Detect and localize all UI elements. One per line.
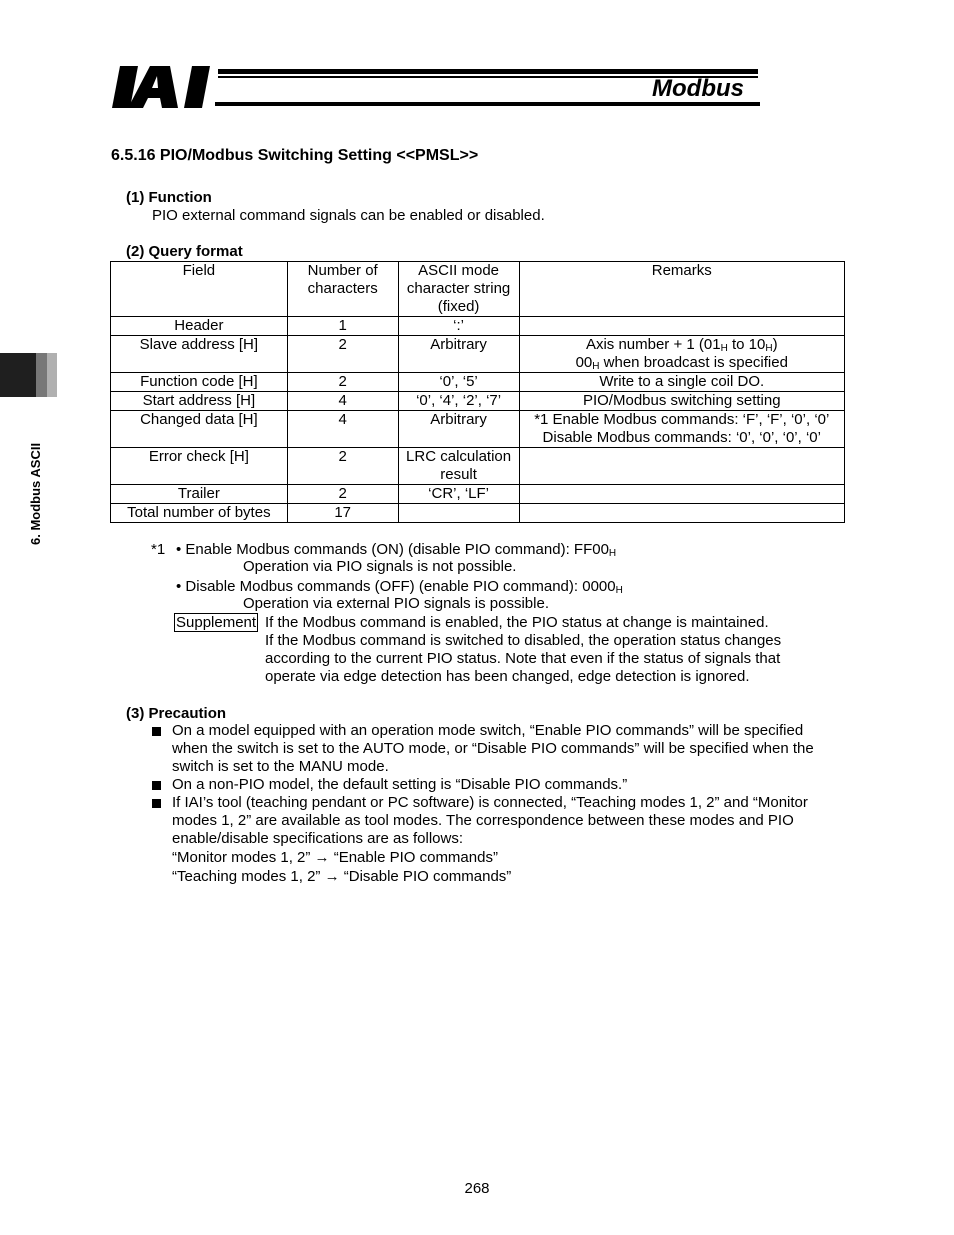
table-row — [111, 392, 845, 411]
col-header-ascii-text: ASCII mode character string (fixed) — [406, 262, 511, 315]
remarks-text: Disable Modbus commands: ‘0’, ‘0’, ‘0’, ‘0’ — [542, 429, 821, 446]
cell-remarks: Write to a single coil DO. — [519, 373, 844, 392]
bullet-square-icon — [152, 727, 161, 736]
cell-remarks — [519, 317, 844, 336]
bullet-square-icon — [152, 799, 161, 808]
supplement-line: If the Modbus command is switched to disabled, the operation status changes — [265, 632, 782, 649]
cell-num: 4 — [287, 392, 398, 411]
function-text: PIO external command signals can be enabled or disabled. — [152, 207, 545, 224]
supplement-line: operate via edge detection has been changed, edge detection is ignored. — [265, 668, 750, 685]
query-heading: (2) Query format — [126, 243, 243, 260]
cell-field: Total number of bytes — [111, 504, 288, 523]
header-rule-thick — [218, 69, 758, 74]
note-enable — [176, 541, 616, 559]
table-row — [111, 448, 845, 485]
chapter-tab-light — [47, 353, 57, 397]
cell-remarks: PIO/Modbus switching setting — [519, 392, 844, 411]
cell-remarks — [519, 448, 844, 485]
cell-num: 17 — [287, 504, 398, 523]
precaution-heading: (3) Precaution — [126, 705, 227, 722]
remarks-line — [576, 354, 788, 371]
table-row — [111, 485, 845, 504]
remarks-text: 00 — [575, 354, 593, 371]
supplement-line: according to the current PIO status. Note that even if the status of signals that — [265, 650, 781, 667]
cell-ascii: LRC calculation result — [398, 448, 519, 485]
chapter-tab-dark — [0, 353, 36, 397]
col-header-number-text: Number of characters — [307, 262, 378, 297]
precaution-item-2: On a non-PIO model, the default setting is “Disable PIO commands.” — [172, 776, 628, 793]
cell-num: 2 — [287, 336, 398, 373]
supplement-box: Supplement — [176, 614, 257, 631]
remarks-line — [586, 336, 778, 353]
cell-field: Error check [H] — [111, 448, 288, 485]
precaution-line: “Monitor modes 1, 2” → “Enable PIO commands” — [172, 849, 498, 866]
precaution-line: when the switch is set to the AUTO mode, or “Disable PIO commands” will be specified when the — [172, 740, 814, 757]
cell-ascii: Arbitrary — [398, 411, 519, 448]
subscript: H — [592, 361, 600, 372]
supplement-text — [265, 614, 781, 686]
note-disable-detail: Operation via external PIO signals is possible. — [243, 595, 549, 612]
note-mark: *1 — [151, 541, 166, 558]
cell-num: 1 — [287, 317, 398, 336]
subscript: H — [608, 548, 617, 559]
note-enable-detail: Operation via PIO signals is not possible. — [243, 558, 517, 575]
cell-remarks — [519, 411, 844, 448]
note-enable-text: • Enable Modbus commands (ON) (disable PIO command): FF00 — [176, 541, 609, 558]
cell-num: 2 — [287, 373, 398, 392]
precaution-line: switch is set to the MANU mode. — [172, 758, 389, 775]
subscript: H — [615, 585, 623, 596]
col-header-ascii — [398, 262, 519, 317]
precaution-line: If IAI’s tool (teaching pendant or PC software) is connected, “Teaching modes 1, 2” and “Monitor — [172, 794, 808, 811]
iai-logo — [112, 66, 212, 108]
query-format-table — [110, 261, 845, 523]
subscript: H — [720, 343, 728, 354]
cell-num: 4 — [287, 411, 398, 448]
cell-ascii — [398, 504, 519, 523]
cell-ascii: ‘CR’, ‘LF’ — [398, 485, 519, 504]
section-title: 6.5.16 PIO/Modbus Switching Setting <<PMSL>> — [111, 147, 479, 164]
supplement-line: If the Modbus command is enabled, the PIO status at change is maintained. — [265, 614, 769, 631]
table-row — [111, 373, 845, 392]
bullet-square-icon — [152, 781, 161, 790]
function-heading: (1) Function — [126, 189, 212, 206]
table-header-row — [111, 262, 845, 317]
cell-field: Changed data [H] — [111, 411, 288, 448]
remarks-text: ) — [772, 336, 778, 353]
cell-ascii: ‘0’, ‘5’ — [398, 373, 519, 392]
table-row — [111, 504, 845, 523]
cell-field: Function code [H] — [111, 373, 288, 392]
note-disable-text: • Disable Modbus commands (OFF) (enable PIO command): 0000 — [176, 578, 616, 595]
cell-remarks — [519, 504, 844, 523]
cell-field: Slave address [H] — [111, 336, 288, 373]
supplement-label — [174, 614, 258, 632]
precaution-line: modes 1, 2” are available as tool modes. The correspondence between these modes and PIO — [172, 812, 794, 829]
col-header-number — [287, 262, 398, 317]
precaution-line: On a model equipped with an operation mode switch, “Enable PIO commands” will be specified — [172, 722, 804, 739]
table-row — [111, 411, 845, 448]
cell-field: Start address [H] — [111, 392, 288, 411]
precaution-item-1 — [172, 722, 814, 776]
table-row — [111, 317, 845, 336]
chapter-tab-mid — [36, 353, 47, 397]
remarks-text: Axis number + 1 (01 — [585, 336, 721, 353]
col-header-field: Field — [111, 262, 288, 317]
cell-field: Header — [111, 317, 288, 336]
header-title: Modbus — [652, 75, 744, 102]
cell-num: 2 — [287, 485, 398, 504]
note-disable — [176, 578, 623, 596]
cell-field: Trailer — [111, 485, 288, 504]
page-number: 268 — [464, 1180, 490, 1197]
cell-remarks — [519, 336, 844, 373]
col-header-remarks: Remarks — [519, 262, 844, 317]
precaution-item-3 — [172, 794, 808, 886]
cell-num: 2 — [287, 448, 398, 485]
precaution-line: “Teaching modes 1, 2” → “Disable PIO commands” — [172, 868, 512, 885]
table-row — [111, 336, 845, 373]
cell-ascii: Arbitrary — [398, 336, 519, 373]
remarks-text: to 10 — [727, 336, 766, 353]
remarks-text: when broadcast is specified — [599, 354, 788, 371]
cell-remarks — [519, 485, 844, 504]
chapter-label: 6. Modbus ASCII — [28, 442, 43, 545]
cell-ascii: ‘:’ — [398, 317, 519, 336]
remarks-text: *1 Enable Modbus commands: ‘F’, ‘F’, ‘0’, ‘0’ — [534, 411, 830, 428]
precaution-line: enable/disable specifications are as follows: — [172, 830, 463, 847]
subscript: H — [765, 343, 773, 354]
cell-ascii: ‘0’, ‘4’, ‘2’, ‘7’ — [398, 392, 519, 411]
